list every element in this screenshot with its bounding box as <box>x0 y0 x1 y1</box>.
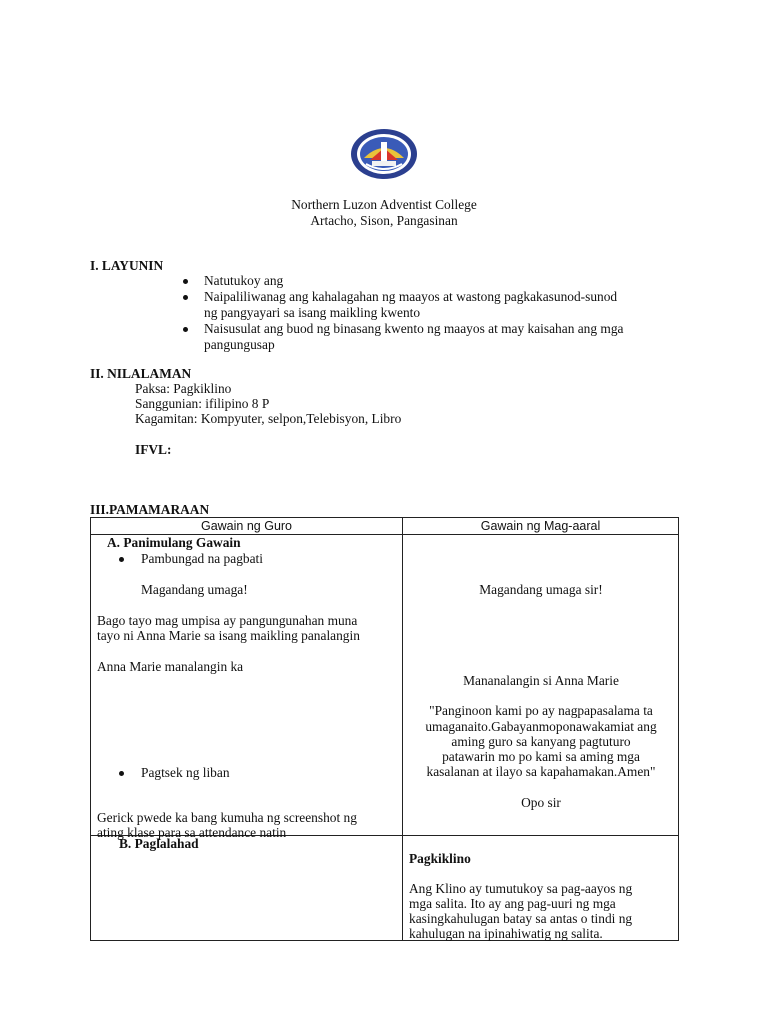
college-seal-icon <box>350 128 418 180</box>
layunin-item-2-cont: ng pangyayari sa isang maikling kwento <box>204 305 421 320</box>
table-row <box>91 535 679 836</box>
nilalaman-ifvl: IFVL: <box>135 442 172 457</box>
layunin-item-1: Natutukoy ang <box>204 273 284 288</box>
bullet-icon <box>183 295 188 300</box>
guro-bullet-pambungad: Pambungad na pagbati <box>141 551 263 566</box>
layunin-item-2: Naipaliliwanag ang kahalagahan ng maayos at wastong pagkakasunod-sunod <box>204 289 618 304</box>
bullet-icon <box>119 557 124 562</box>
student-def-4: kahulugan na ipinahiwatig ng salita. <box>409 926 603 941</box>
bullet-icon <box>183 279 188 284</box>
lesson-plan-table <box>90 517 679 941</box>
header-gawain-guro: Gawain ng Guro <box>91 518 403 535</box>
cell-guro-paglalahad <box>91 836 403 941</box>
bullet-icon <box>183 327 188 332</box>
nilalaman-kagamitan: Kagamitan: Kompyuter, selpon,Telebisyon, Libro <box>135 411 402 426</box>
student-prayer-2: umaganaito.Gabayanmoponawakamiat ang <box>425 719 657 734</box>
guro-section-b: B. Paglalahad <box>119 836 199 851</box>
guro-greeting: Magandang umaga! <box>141 582 248 597</box>
student-def-3: kasingkahulugan batay sa antas o tindi ng <box>409 911 633 926</box>
cell-mag-aaral-panimula <box>403 535 679 836</box>
guro-bullet-pagtsek: Pagtsek ng liban <box>141 765 230 780</box>
section-layunin-title: I. LAYUNIN <box>90 258 164 273</box>
layunin-item-3: Naisusulat ang buod ng binasang kwento ng maayos at may kaisahan ang mga <box>204 321 624 336</box>
college-header <box>0 197 768 229</box>
student-prayer-1: "Panginoon kami po ay nagpapasalama ta <box>429 703 653 718</box>
student-prayer-5: kasalanan at ilayo sa kapahamakan.Amen" <box>426 764 656 779</box>
nilalaman-sanggunian: Sanggunian: ifilipino 8 P <box>135 396 270 411</box>
student-def-1: Ang Klino ay tumutukoy sa pag-aayos ng <box>409 881 633 896</box>
guro-screenshot-1: Gerick pwede ka bang kumuha ng screenshot ng <box>97 810 357 825</box>
student-greeting: Magandang umaga sir! <box>479 582 603 597</box>
college-address: Artacho, Sison, Pangasinan <box>310 213 458 228</box>
student-topic: Pagkiklino <box>409 851 471 866</box>
layunin-item-3-cont: pangungusap <box>204 337 275 352</box>
nilalaman-paksa: Paksa: Pagkiklino <box>135 381 232 396</box>
bullet-icon <box>119 771 124 776</box>
guro-screenshot-2: ating klase para sa attendance natin <box>97 825 287 840</box>
table-row <box>91 836 679 941</box>
cell-mag-aaral-paglalahad <box>403 836 679 941</box>
student-prayer-intro: Mananalangin si Anna Marie <box>463 673 619 688</box>
college-name: Northern Luzon Adventist College <box>291 197 477 212</box>
student-def-2: mga salita. Ito ay ang pag-uuri ng mga <box>409 896 616 911</box>
guro-prayer-intro-1: Bago tayo mag umpisa ay pangungunahan muna <box>97 613 358 628</box>
guro-section-a: A. Panimulang Gawain <box>107 535 241 550</box>
student-reply: Opo sir <box>521 795 561 810</box>
section-pamamaraan-title: III.PAMAMARAAN <box>90 502 210 517</box>
guro-prayer-intro-2: tayo ni Anna Marie sa isang maikling panalangin <box>97 628 360 643</box>
student-prayer-4: patawarin mo po kami sa aming mga <box>442 749 640 764</box>
student-prayer-3: aming guro sa kanyang pagtuturo <box>451 734 631 749</box>
table-header-row <box>91 518 679 535</box>
cell-guro-panimula <box>91 535 403 840</box>
guro-prayer-call: Anna Marie manalangin ka <box>97 659 244 674</box>
header-gawain-mag-aaral: Gawain ng Mag-aaral <box>403 518 679 535</box>
section-nilalaman-title: II. NILALAMAN <box>90 366 192 381</box>
